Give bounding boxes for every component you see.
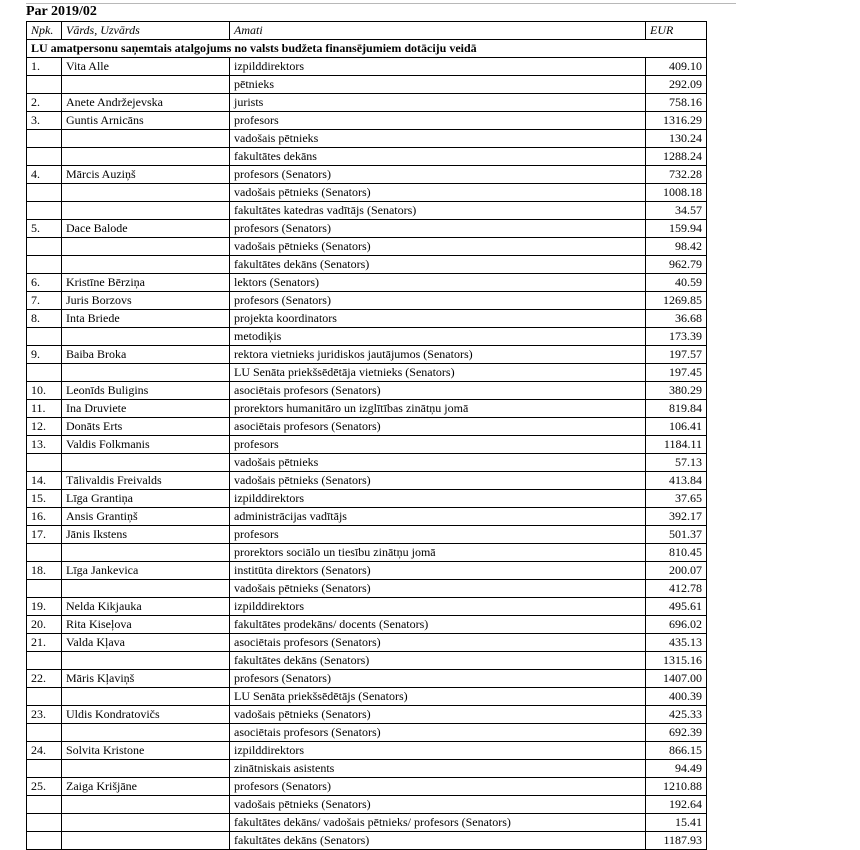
table-row bbox=[27, 58, 707, 76]
cell-npk bbox=[27, 724, 62, 742]
cell-name: Līga Grantiņa bbox=[62, 490, 230, 508]
cell-npk: 23. bbox=[27, 706, 62, 724]
cell-npk bbox=[27, 256, 62, 274]
cell-npk bbox=[27, 814, 62, 832]
table-row bbox=[27, 544, 707, 562]
table-row bbox=[27, 382, 707, 400]
cell-npk: 20. bbox=[27, 616, 62, 634]
table-row bbox=[27, 184, 707, 202]
cell-position: pētnieks bbox=[230, 76, 646, 94]
table-row bbox=[27, 292, 707, 310]
cell-position: rektora vietnieks juridiskos jautājumos (Senators) bbox=[230, 346, 646, 364]
cell-eur: 130.24 bbox=[646, 130, 707, 148]
cell-name bbox=[62, 130, 230, 148]
table-row bbox=[27, 202, 707, 220]
cell-npk bbox=[27, 760, 62, 778]
cell-npk: 21. bbox=[27, 634, 62, 652]
table-row bbox=[27, 346, 707, 364]
cell-position: LU Senāta priekšsēdētāja vietnieks (Senators) bbox=[230, 364, 646, 382]
cell-position: vadošais pētnieks (Senators) bbox=[230, 796, 646, 814]
cell-eur: 1288.24 bbox=[646, 148, 707, 166]
header-npk: Npk. bbox=[27, 22, 62, 40]
cell-position: izpilddirektors bbox=[230, 490, 646, 508]
cell-position: fakultātes dekāns bbox=[230, 148, 646, 166]
cell-position: izpilddirektors bbox=[230, 58, 646, 76]
cell-npk: 19. bbox=[27, 598, 62, 616]
cell-position: profesors (Senators) bbox=[230, 670, 646, 688]
cell-npk bbox=[27, 184, 62, 202]
cell-name: Kristīne Bērziņa bbox=[62, 274, 230, 292]
cell-eur: 400.39 bbox=[646, 688, 707, 706]
cell-name: Inta Briede bbox=[62, 310, 230, 328]
cell-name: Nelda Kikjauka bbox=[62, 598, 230, 616]
cell-npk bbox=[27, 544, 62, 562]
table-row bbox=[27, 724, 707, 742]
cell-eur: 1187.93 bbox=[646, 832, 707, 850]
cell-position: vadošais pētnieks bbox=[230, 130, 646, 148]
table-row bbox=[27, 130, 707, 148]
cell-position: fakultātes dekāns (Senators) bbox=[230, 256, 646, 274]
cell-eur: 1269.85 bbox=[646, 292, 707, 310]
table-row bbox=[27, 76, 707, 94]
cell-name bbox=[62, 544, 230, 562]
cell-name: Māris Kļaviņš bbox=[62, 670, 230, 688]
table-row bbox=[27, 454, 707, 472]
cell-position: asociētais profesors (Senators) bbox=[230, 418, 646, 436]
cell-name: Zaiga Krišjāne bbox=[62, 778, 230, 796]
cell-name: Jānis Ikstens bbox=[62, 526, 230, 544]
cell-npk: 6. bbox=[27, 274, 62, 292]
header-position: Amati bbox=[230, 22, 646, 40]
table-row bbox=[27, 274, 707, 292]
cell-position: prorektors humanitāro un izglītības zinātņu jomā bbox=[230, 400, 646, 418]
table-row bbox=[27, 148, 707, 166]
cell-name bbox=[62, 724, 230, 742]
table-row bbox=[27, 436, 707, 454]
cell-position: profesors (Senators) bbox=[230, 292, 646, 310]
table-row bbox=[27, 256, 707, 274]
table-row bbox=[27, 814, 707, 832]
cell-npk bbox=[27, 130, 62, 148]
section-title-row bbox=[27, 40, 707, 58]
cell-npk: 10. bbox=[27, 382, 62, 400]
cell-npk: 24. bbox=[27, 742, 62, 760]
cell-eur: 412.78 bbox=[646, 580, 707, 598]
cell-npk bbox=[27, 796, 62, 814]
cell-npk: 17. bbox=[27, 526, 62, 544]
cell-npk: 18. bbox=[27, 562, 62, 580]
table-row bbox=[27, 418, 707, 436]
cell-name: Tālivaldis Freivalds bbox=[62, 472, 230, 490]
top-divider bbox=[26, 3, 736, 4]
cell-eur: 425.33 bbox=[646, 706, 707, 724]
cell-eur: 696.02 bbox=[646, 616, 707, 634]
table-header-row bbox=[27, 22, 707, 40]
cell-eur: 192.64 bbox=[646, 796, 707, 814]
cell-name: Juris Borzovs bbox=[62, 292, 230, 310]
cell-eur: 1407.00 bbox=[646, 670, 707, 688]
cell-npk: 25. bbox=[27, 778, 62, 796]
cell-npk bbox=[27, 652, 62, 670]
cell-npk: 2. bbox=[27, 94, 62, 112]
cell-eur: 94.49 bbox=[646, 760, 707, 778]
section-title: LU amatpersonu saņemtais atalgojums no valsts budžeta finansējumiem dotāciju veidā bbox=[27, 40, 707, 58]
cell-npk: 15. bbox=[27, 490, 62, 508]
cell-npk bbox=[27, 580, 62, 598]
cell-eur: 40.59 bbox=[646, 274, 707, 292]
cell-position: profesors bbox=[230, 112, 646, 130]
table-row bbox=[27, 616, 707, 634]
cell-npk bbox=[27, 76, 62, 94]
cell-eur: 106.41 bbox=[646, 418, 707, 436]
cell-eur: 495.61 bbox=[646, 598, 707, 616]
cell-eur: 197.57 bbox=[646, 346, 707, 364]
table-row bbox=[27, 742, 707, 760]
cell-name: Mārcis Auziņš bbox=[62, 166, 230, 184]
cell-eur: 15.41 bbox=[646, 814, 707, 832]
cell-position: vadošais pētnieks (Senators) bbox=[230, 580, 646, 598]
cell-position: fakultātes katedras vadītājs (Senators) bbox=[230, 202, 646, 220]
table-row bbox=[27, 472, 707, 490]
cell-position: fakultātes prodekāns/ docents (Senators) bbox=[230, 616, 646, 634]
table-row bbox=[27, 364, 707, 382]
cell-name: Donāts Erts bbox=[62, 418, 230, 436]
cell-eur: 810.45 bbox=[646, 544, 707, 562]
cell-name: Anete Andržejevska bbox=[62, 94, 230, 112]
cell-eur: 159.94 bbox=[646, 220, 707, 238]
cell-eur: 435.13 bbox=[646, 634, 707, 652]
cell-position: profesors (Senators) bbox=[230, 166, 646, 184]
cell-npk: 3. bbox=[27, 112, 62, 130]
cell-name: Ansis Grantiņš bbox=[62, 508, 230, 526]
table-row bbox=[27, 670, 707, 688]
cell-position: fakultātes dekāns (Senators) bbox=[230, 652, 646, 670]
cell-eur: 197.45 bbox=[646, 364, 707, 382]
cell-eur: 409.10 bbox=[646, 58, 707, 76]
cell-name bbox=[62, 580, 230, 598]
cell-npk bbox=[27, 238, 62, 256]
cell-eur: 962.79 bbox=[646, 256, 707, 274]
cell-npk: 12. bbox=[27, 418, 62, 436]
cell-eur: 380.29 bbox=[646, 382, 707, 400]
cell-position: vadošais pētnieks (Senators) bbox=[230, 184, 646, 202]
cell-npk: 7. bbox=[27, 292, 62, 310]
cell-position: profesors (Senators) bbox=[230, 220, 646, 238]
cell-position: institūta direktors (Senators) bbox=[230, 562, 646, 580]
salary-table bbox=[26, 21, 707, 850]
cell-npk bbox=[27, 328, 62, 346]
cell-position: vadošais pētnieks (Senators) bbox=[230, 472, 646, 490]
cell-eur: 1184.11 bbox=[646, 436, 707, 454]
cell-position: fakultātes dekāns (Senators) bbox=[230, 832, 646, 850]
table-row bbox=[27, 832, 707, 850]
cell-name: Baiba Broka bbox=[62, 346, 230, 364]
table-row bbox=[27, 508, 707, 526]
cell-npk bbox=[27, 148, 62, 166]
cell-eur: 758.16 bbox=[646, 94, 707, 112]
cell-npk bbox=[27, 832, 62, 850]
table-row bbox=[27, 166, 707, 184]
cell-name bbox=[62, 328, 230, 346]
cell-name bbox=[62, 796, 230, 814]
cell-name: Rita Kiseļova bbox=[62, 616, 230, 634]
cell-position: vadošais pētnieks (Senators) bbox=[230, 706, 646, 724]
cell-eur: 200.07 bbox=[646, 562, 707, 580]
cell-name: Uldis Kondratovičs bbox=[62, 706, 230, 724]
cell-name bbox=[62, 364, 230, 382]
cell-position: profesors bbox=[230, 526, 646, 544]
cell-position: profesors bbox=[230, 436, 646, 454]
cell-eur: 292.09 bbox=[646, 76, 707, 94]
cell-name: Valdis Folkmanis bbox=[62, 436, 230, 454]
cell-position: fakultātes dekāns/ vadošais pētnieks/ profesors (Senators) bbox=[230, 814, 646, 832]
cell-eur: 501.37 bbox=[646, 526, 707, 544]
cell-eur: 692.39 bbox=[646, 724, 707, 742]
table-row bbox=[27, 706, 707, 724]
cell-name bbox=[62, 256, 230, 274]
cell-eur: 173.39 bbox=[646, 328, 707, 346]
cell-eur: 98.42 bbox=[646, 238, 707, 256]
cell-npk bbox=[27, 688, 62, 706]
cell-position: vadošais pētnieks bbox=[230, 454, 646, 472]
cell-name bbox=[62, 184, 230, 202]
cell-name: Guntis Arnicāns bbox=[62, 112, 230, 130]
cell-position: lektors (Senators) bbox=[230, 274, 646, 292]
table-row bbox=[27, 220, 707, 238]
cell-position: asociētais profesors (Senators) bbox=[230, 634, 646, 652]
cell-name bbox=[62, 760, 230, 778]
cell-name: Vita Alle bbox=[62, 58, 230, 76]
cell-eur: 819.84 bbox=[646, 400, 707, 418]
cell-eur: 36.68 bbox=[646, 310, 707, 328]
cell-npk: 4. bbox=[27, 166, 62, 184]
cell-position: projekta koordinators bbox=[230, 310, 646, 328]
salary-table-body bbox=[27, 22, 707, 850]
table-row bbox=[27, 328, 707, 346]
cell-name bbox=[62, 202, 230, 220]
table-row bbox=[27, 634, 707, 652]
table-row bbox=[27, 760, 707, 778]
cell-npk: 22. bbox=[27, 670, 62, 688]
cell-npk: 5. bbox=[27, 220, 62, 238]
cell-eur: 392.17 bbox=[646, 508, 707, 526]
cell-position: administrācijas vadītājs bbox=[230, 508, 646, 526]
cell-eur: 1316.29 bbox=[646, 112, 707, 130]
cell-eur: 34.57 bbox=[646, 202, 707, 220]
cell-eur: 732.28 bbox=[646, 166, 707, 184]
cell-name: Līga Jankevica bbox=[62, 562, 230, 580]
cell-name bbox=[62, 688, 230, 706]
cell-name: Dace Balode bbox=[62, 220, 230, 238]
cell-eur: 57.13 bbox=[646, 454, 707, 472]
cell-name: Solvita Kristone bbox=[62, 742, 230, 760]
table-row bbox=[27, 688, 707, 706]
cell-npk: 13. bbox=[27, 436, 62, 454]
cell-eur: 1210.88 bbox=[646, 778, 707, 796]
cell-npk: 14. bbox=[27, 472, 62, 490]
table-row bbox=[27, 400, 707, 418]
cell-position: LU Senāta priekšsēdētājs (Senators) bbox=[230, 688, 646, 706]
cell-position: asociētais profesors (Senators) bbox=[230, 724, 646, 742]
cell-position: prorektors sociālo un tiesību zinātņu jomā bbox=[230, 544, 646, 562]
cell-name bbox=[62, 832, 230, 850]
cell-position: zinātniskais asistents bbox=[230, 760, 646, 778]
page-title: Par 2019/02 bbox=[26, 4, 97, 19]
cell-eur: 1315.16 bbox=[646, 652, 707, 670]
cell-name bbox=[62, 652, 230, 670]
cell-position: izpilddirektors bbox=[230, 742, 646, 760]
table-row bbox=[27, 238, 707, 256]
cell-name bbox=[62, 76, 230, 94]
table-row bbox=[27, 652, 707, 670]
table-row bbox=[27, 94, 707, 112]
cell-npk bbox=[27, 202, 62, 220]
cell-eur: 1008.18 bbox=[646, 184, 707, 202]
table-row bbox=[27, 526, 707, 544]
cell-eur: 866.15 bbox=[646, 742, 707, 760]
table-row bbox=[27, 778, 707, 796]
cell-position: asociētais profesors (Senators) bbox=[230, 382, 646, 400]
cell-name: Ina Druviete bbox=[62, 400, 230, 418]
cell-npk bbox=[27, 364, 62, 382]
cell-position: izpilddirektors bbox=[230, 598, 646, 616]
cell-eur: 37.65 bbox=[646, 490, 707, 508]
cell-name bbox=[62, 148, 230, 166]
cell-name bbox=[62, 454, 230, 472]
cell-npk: 11. bbox=[27, 400, 62, 418]
cell-npk bbox=[27, 454, 62, 472]
cell-npk: 16. bbox=[27, 508, 62, 526]
table-row bbox=[27, 562, 707, 580]
cell-position: jurists bbox=[230, 94, 646, 112]
header-eur: EUR bbox=[646, 22, 707, 40]
cell-npk: 1. bbox=[27, 58, 62, 76]
cell-eur: 413.84 bbox=[646, 472, 707, 490]
table-row bbox=[27, 490, 707, 508]
cell-npk: 8. bbox=[27, 310, 62, 328]
cell-name: Leonīds Buligins bbox=[62, 382, 230, 400]
table-row bbox=[27, 112, 707, 130]
table-row bbox=[27, 580, 707, 598]
header-name: Vārds, Uzvārds bbox=[62, 22, 230, 40]
table-row bbox=[27, 796, 707, 814]
cell-position: vadošais pētnieks (Senators) bbox=[230, 238, 646, 256]
cell-name: Valda Kļava bbox=[62, 634, 230, 652]
cell-name bbox=[62, 238, 230, 256]
cell-name bbox=[62, 814, 230, 832]
cell-position: profesors (Senators) bbox=[230, 778, 646, 796]
cell-position: metodiķis bbox=[230, 328, 646, 346]
cell-npk: 9. bbox=[27, 346, 62, 364]
table-row bbox=[27, 310, 707, 328]
table-row bbox=[27, 598, 707, 616]
